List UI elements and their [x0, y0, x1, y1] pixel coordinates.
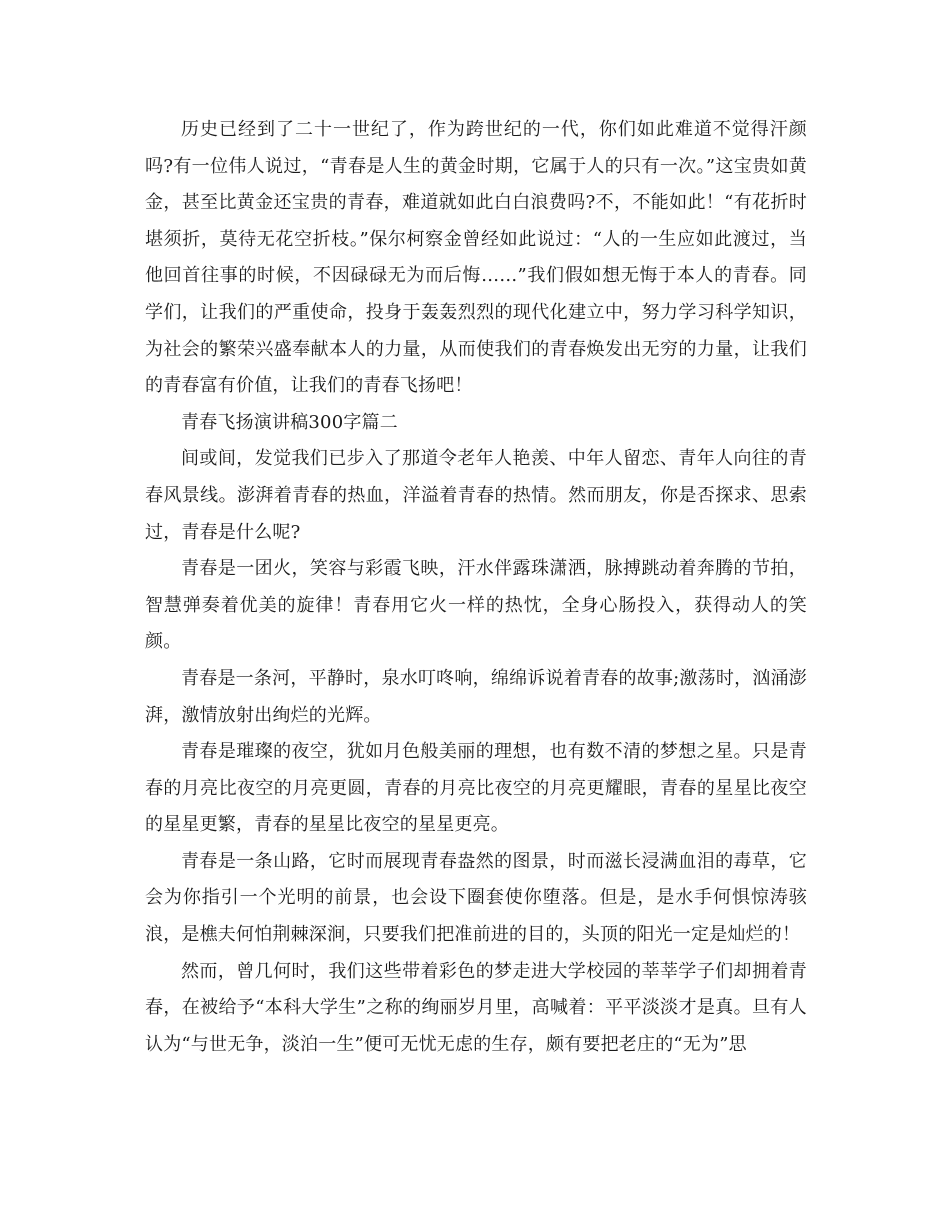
paragraph-river: 青春是一条河，平静时，泉水叮咚响，绵绵诉说着青春的故事;激荡时，汹涌澎湃，激情放射出绚烂的光辉。 [145, 667, 807, 726]
paragraph-intro: 间或间，发觉我们已步入了那道令老年人艳羡、中年人留恋、青年人向往的青春风景线。澎湃着青春的热血，洋溢着青春的热情。然而朋友，你是否探求、思索过，青春是什么呢? [145, 448, 807, 543]
section-heading: 青春飞扬演讲稿300字篇二 [181, 411, 398, 433]
paragraph-mountain-road: 青春是一条山路，它时而展现青春盎然的图景，时而滋长浸满血泪的毒草，它会为你指引一个光明的前景，也会设下圈套使你堕落。但是，是水手何惧惊涛骇浪，是樵夫何怕荆棘深涧，只要我们把准前进的目的，头顶的阳光一定是灿烂的！ [145, 850, 807, 946]
paragraph-night-sky: 青春是璀璨的夜空，犹如月色般美丽的理想，也有数不清的梦想之星。只是青春的月亮比夜空的月亮更圆，青春的月亮比夜空的月亮更耀眼，青春的星星比夜空的星星更繁，青春的星星比夜空的星星更亮。 [145, 741, 807, 836]
paragraph-history: 历史已经到了二十一世纪了，作为跨世纪的一代，你们如此难道不觉得汗颜吗?有一位伟人说过，“青春是人生的黄金时期，它属于人的只有一次。”这宝贵如黄金，甚至比黄金还宝贵的青春，难道就如此白白浪费吗?不，不能如此！“有花折时堪须折，莫待无花空折枝。”保尔柯察金曾经如此说过：“人的一生应如此渡过，当他回首往事的时候，不因碌碌无为而后悔……”我们假如想无悔于本人的青春。同学们，让我们的严重使命，投身于轰轰烈烈的现代化建立中，努力学习科学知识，为社会的繁荣兴盛奉献本人的力量，从而使我们的青春焕发出无穷的力量，让我们的青春富有价值，让我们的青春飞扬吧！ [145, 119, 807, 397]
paragraph-fire: 青春是一团火，笑容与彩霞飞映，汗水伴露珠潇洒，脉搏跳动着奔腾的节拍，智慧弹奏着优美的旋律！青春用它火一样的热忱，全身心肠投入，获得动人的笑颜。 [145, 558, 807, 653]
paragraph-however: 然而，曾几何时，我们这些带着彩色的梦走进大学校园的莘莘学子们却拥着青春，在被给予“本科大学生”之称的绚丽岁月里，高喊着：平平淡淡才是真。旦有人认为“与世无争，淡泊一生”便可无忧无虑的生存，颇有要把老庄的“无为”思 [145, 960, 807, 1055]
document-page [145, 112, 807, 1063]
